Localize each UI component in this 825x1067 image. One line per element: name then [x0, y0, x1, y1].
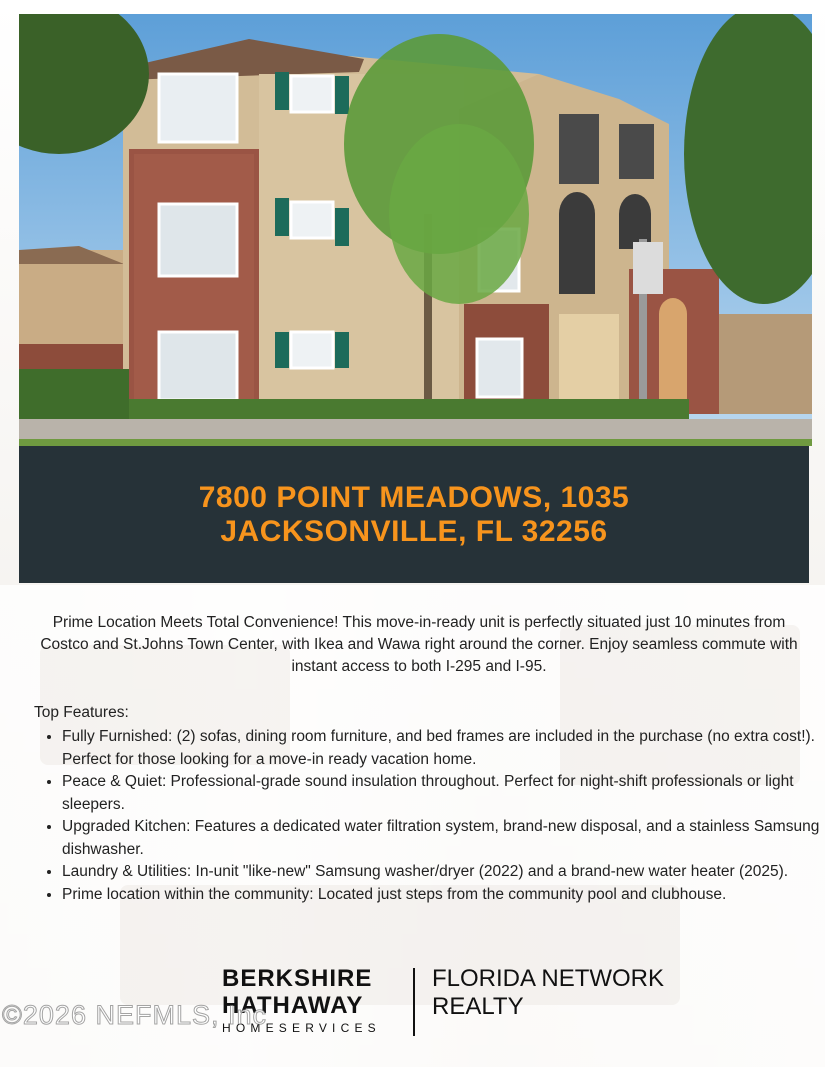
- address-line-2: JACKSONVILLE, FL 32256: [220, 514, 608, 548]
- logo-line-2: HATHAWAY: [222, 992, 364, 1019]
- list-item: • Prime location within the community: Located just steps from the community pool and clubhouse.: [62, 884, 825, 907]
- address-line-1: 7800 POINT MEADOWS, 1035: [198, 480, 630, 514]
- features-list: [34, 726, 825, 906]
- list-item: • Fully Furnished: (2) sofas, dining room furniture, and bed frames are included in the purchase (no extra cost!). Perfect for those looking for a move-in ready vacation home.: [62, 726, 825, 771]
- title-banner: [19, 446, 809, 583]
- brokerage-name: [432, 965, 664, 1021]
- list-item: • Peace & Quiet: Professional-grade sound insulation throughout. Perfect for night-shift professionals or light sleepers.: [62, 771, 825, 816]
- brokerage-name-line-2: REALTY: [432, 993, 524, 1020]
- features-heading: Top Features:: [34, 704, 129, 721]
- building-photo: [19, 14, 812, 446]
- list-item: • Upgraded Kitchen: Features a dedicated water filtration system, brand-new disposal, and a stainless Samsung dishwasher.: [62, 816, 825, 861]
- copyright-watermark: ©2026 NEFMLS, Inc: [2, 1000, 267, 1030]
- list-item: • Laundry & Utilities: In-unit "like-new" Samsung washer/dryer (2022) and a brand-new water heater (2025).: [62, 861, 825, 884]
- logo-line-1: BERKSHIRE: [222, 965, 373, 992]
- intro-paragraph: Prime Location Meets Total Convenience! This move-in-ready unit is perfectly situated just 10 minutes from Costco and St.Johns Town Center, with Ikea and Wawa right around the corner. Enjoy seamless commute with instant access to both I-295 and I-95.: [40, 614, 798, 675]
- brokerage-name-line-1: FLORIDA NETWORK: [432, 965, 665, 992]
- logo-line-3: HOMESERVICES: [222, 1021, 381, 1035]
- logo-divider: [413, 968, 415, 1036]
